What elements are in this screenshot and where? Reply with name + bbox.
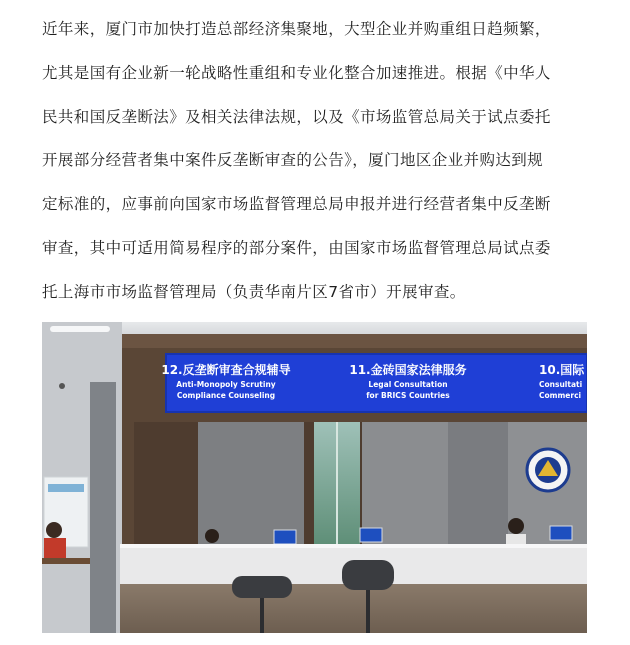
monitor bbox=[550, 526, 572, 540]
poster-header bbox=[48, 484, 84, 492]
led-item-subtitle: Anti-Monopoly Scrutiny bbox=[176, 380, 276, 389]
paragraph-line: 民共和国反垄断法》及相关法律法规，以及《市场监管总局关于试点委托 bbox=[42, 107, 551, 126]
article-paragraph bbox=[42, 8, 594, 315]
led-item-subtitle: Compliance Counseling bbox=[176, 391, 276, 400]
staff-head bbox=[205, 529, 219, 543]
chair-seat bbox=[342, 560, 394, 590]
paragraph-line: 定标准的，应事前向国家市场监督管理总局申报并进行经营者集中反垄断 bbox=[42, 195, 551, 214]
chair-seat bbox=[232, 576, 292, 598]
led-sign bbox=[161, 354, 587, 412]
monitor bbox=[274, 530, 296, 544]
service-hall-photo bbox=[42, 322, 587, 633]
stone-panel bbox=[448, 422, 508, 544]
paragraph-line: 开展部分经营者集中案件反垄断审查的公告》，厦门地区企业并购达到规 bbox=[42, 151, 544, 170]
led-item-subtitle: for BRICS Countries bbox=[366, 391, 450, 400]
ceiling-camera bbox=[59, 383, 65, 389]
person-head bbox=[46, 522, 62, 538]
stone-panel bbox=[362, 422, 448, 544]
monitor bbox=[360, 528, 382, 542]
counter-base bbox=[120, 584, 587, 633]
counter-top bbox=[120, 544, 587, 548]
led-item-title: 10.国际 bbox=[539, 363, 585, 377]
staff-head bbox=[508, 518, 524, 534]
chair-leg bbox=[260, 598, 264, 633]
led-item-subtitle: Commerci bbox=[539, 391, 582, 400]
paragraph-line: 尤其是国有企业新一轮战略性重组和专业化整合加速推进。根据《中华人 bbox=[42, 63, 551, 82]
emblem-logo bbox=[527, 449, 569, 491]
pillar bbox=[90, 382, 116, 633]
service-hall-illustration bbox=[42, 322, 587, 633]
side-desk bbox=[42, 558, 90, 564]
led-item-subtitle: Legal Consultation bbox=[368, 380, 448, 389]
led-item-title: 12.反垄断审查合规辅导 bbox=[161, 363, 291, 377]
stone-panel bbox=[198, 422, 304, 544]
led-item-title: 11.金砖国家法律服务 bbox=[349, 363, 467, 377]
paragraph-line: 审查，其中可适用简易程序的部分案件，由国家市场监督管理总局试点委 bbox=[42, 238, 551, 257]
led-item-subtitle: Consultati bbox=[539, 380, 583, 389]
ceiling-light bbox=[50, 326, 110, 332]
paragraph-line: 托上海市市场监督管理局（负责华南片区7省市）开展审查。 bbox=[42, 282, 466, 301]
paragraph-line: 近年来，厦门市加快打造总部经济集聚地，大型企业并购重组日趋频繁， bbox=[42, 20, 551, 38]
wall-top-trim bbox=[122, 334, 587, 348]
chair-leg bbox=[366, 590, 370, 633]
